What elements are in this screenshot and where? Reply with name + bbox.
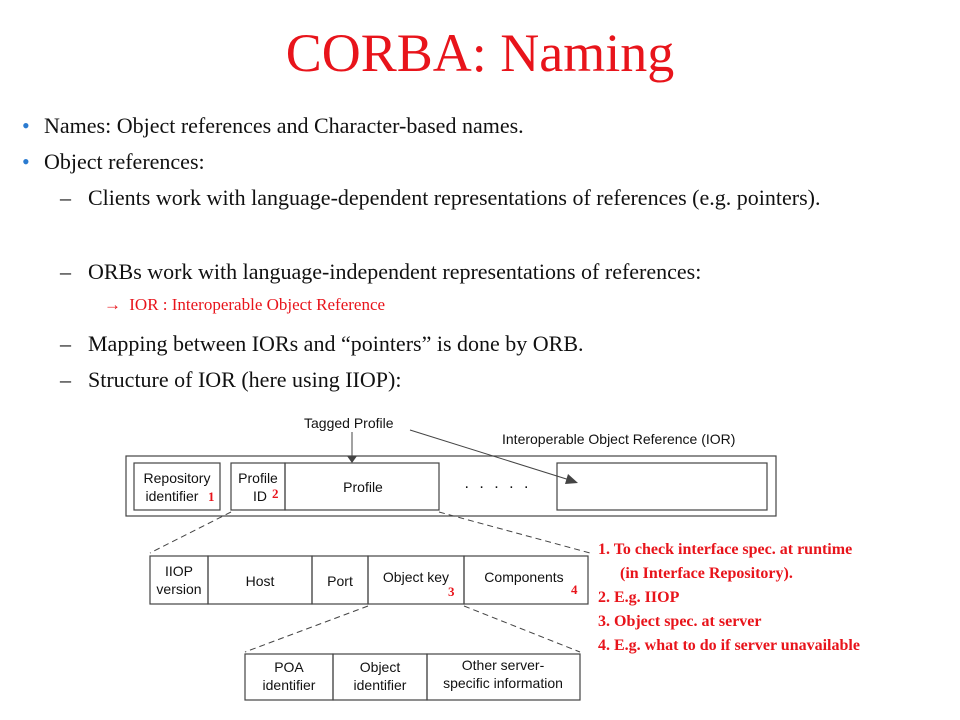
iiop-label-1: IIOP xyxy=(164,563,194,579)
profile-id-label-1: Profile xyxy=(238,470,278,486)
components-label: Components xyxy=(484,569,564,585)
expand-line-left-2 xyxy=(245,606,368,652)
ior-pointer-arrowhead xyxy=(565,474,578,484)
iiop-label-2: version xyxy=(156,581,202,597)
note-2: 2. E.g. IIOP xyxy=(598,589,680,606)
dash-mark: – xyxy=(60,259,71,284)
marker-3: 3 xyxy=(448,584,455,599)
tagged-profile-label: Tagged Profile xyxy=(304,415,394,431)
expand-line-right xyxy=(439,512,590,553)
note-3: 3. Object spec. at server xyxy=(598,613,762,630)
footnotes xyxy=(598,538,860,658)
marker-4: 4 xyxy=(571,582,578,597)
marker-2: 2 xyxy=(272,486,279,501)
bullet-dot: • xyxy=(22,149,30,174)
sub-item-clients-text: Clients work with language-dependent representations of references (e.g. pointers). xyxy=(88,185,821,210)
note-1: 1. To check interface spec. at runtime xyxy=(598,541,853,558)
sub-item-mapping-text: Mapping between IORs and “pointers” is done by ORB. xyxy=(88,331,584,356)
object-id-label-2: identifier xyxy=(353,677,407,693)
profile-label: Profile xyxy=(343,479,383,495)
marker-1: 1 xyxy=(208,489,215,504)
trailing-profile-box xyxy=(557,463,767,510)
right-arrow-icon: → xyxy=(104,295,121,314)
other-info-label-1: Other server- xyxy=(461,657,545,673)
bullet-dot: • xyxy=(22,113,30,138)
repository-label-1: Repository xyxy=(143,470,211,486)
poa-label-1: POA xyxy=(274,659,304,675)
note-4: 4. E.g. what to do if server unavailable xyxy=(598,637,860,654)
sub-item-structure-text: Structure of IOR (here using IIOP): xyxy=(88,367,402,392)
ior-outer-box xyxy=(126,456,776,516)
dash-mark: – xyxy=(60,185,71,210)
sub-item-orbs-text: ORBs work with language-independent representations of references: xyxy=(88,259,702,284)
host-label: Host xyxy=(245,573,275,589)
bullet-names-text: Names: Object references and Character-based names. xyxy=(44,113,524,138)
slide-title: CORBA: Naming xyxy=(285,23,675,83)
dash-mark: – xyxy=(60,331,71,356)
expand-line-left xyxy=(150,512,231,553)
bullet-object-references-text: Object references: xyxy=(44,149,205,174)
port-label: Port xyxy=(327,573,353,589)
profile-id-label-2: ID xyxy=(253,488,267,504)
ior-label: Interoperable Object Reference (IOR) xyxy=(502,431,736,447)
repository-label-2: identifier xyxy=(145,488,199,504)
note-1-cont: (in Interface Repository). xyxy=(620,565,793,582)
other-info-label-2: specific information xyxy=(443,675,563,691)
object-id-label-1: Object xyxy=(359,659,401,675)
ellipsis-dots: . . . . . xyxy=(464,475,532,492)
tagged-profile-arrowhead xyxy=(347,456,357,463)
dash-mark: – xyxy=(60,367,71,392)
expand-line-right-2 xyxy=(464,606,580,652)
ior-note-text: IOR : Interoperable Object Reference xyxy=(129,295,386,314)
object-key-label: Object key xyxy=(382,569,450,585)
poa-label-2: identifier xyxy=(262,677,316,693)
